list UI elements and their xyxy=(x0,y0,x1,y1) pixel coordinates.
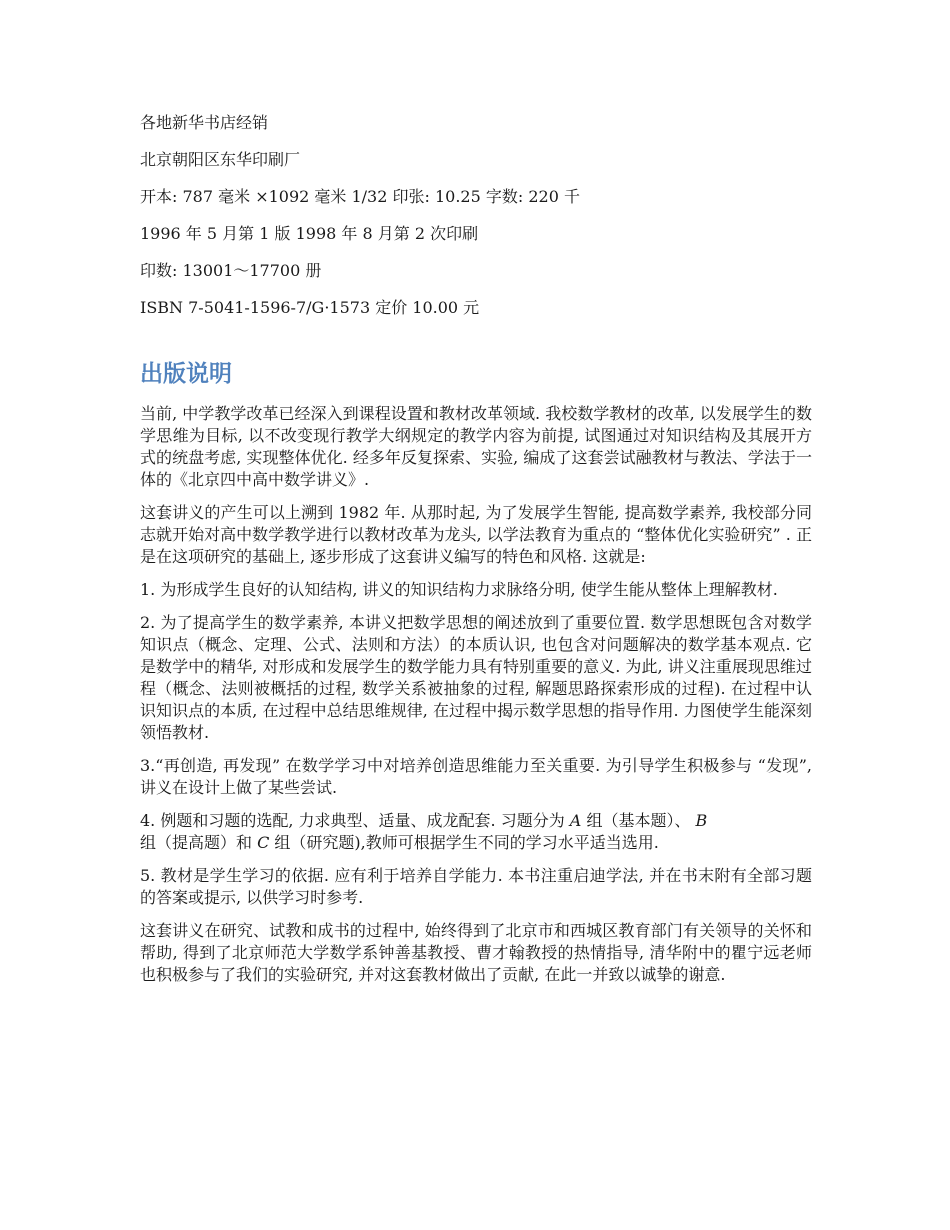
intro-paragraph: 当前, 中学教学改革已经深入到课程设置和教材改革领域. 我校数学教材的改革, 以发展学生的数学思维为目标, 以不改变现行教学大纲规定的教学内容为前提, 试图通过对知识结构及其展开方式的统盘考虑, 实现整体优化. 经多年反复探索、实验, 编成了这套尝试融教材与教法、学法于一体的《北京四中高中数学讲义》. xyxy=(140,404,812,489)
group-b-var: B xyxy=(695,811,708,830)
group-c-var: C xyxy=(257,833,270,852)
distributor-line: 各地新华书店经销 xyxy=(140,113,269,132)
group-a-var: A xyxy=(569,811,582,830)
printer-line: 北京朝阳区东华印刷厂 xyxy=(140,150,301,169)
feature-item-5: 5. 教材是学生学习的依据. 应有利于培养自学能力. 本书注重启迪学法, 并在书末附有全部习题的答案或提示, 以供学习时参考. xyxy=(140,866,812,907)
feature-item-4-text-a: 4. 例题和习题的选配, 力求典型、适量、成龙配套. 习题分为 xyxy=(140,811,570,830)
feature-item-1: 1. 为形成学生良好的认知结构, 讲义的知识结构力求脉络分明, 使学生能从整体上理解教材. xyxy=(140,580,778,599)
section-title: 出版说明 xyxy=(140,361,232,387)
feature-item-4-text-b: 组（基本题）、 xyxy=(581,811,696,830)
feature-item-4-text-c: 组（提高题）和 xyxy=(140,833,258,852)
feature-item-4 xyxy=(140,810,812,854)
acknowledgement-paragraph: 这套讲义在研究、试教和成书的过程中, 始终得到了北京市和西城区教育部门有关领导的关怀和帮助, 得到了北京师范大学数学系钟善基教授、曹才翰教授的热情指导, 清华附中的瞿宁远老师也积极参与了我们的实验研究, 并对这套教材做出了贡献, 在此一并致以诚挚的谢意. xyxy=(140,921,812,984)
feature-item-4-text-d: 组（研究题),教师可根据学生不同的学习水平适当选用. xyxy=(269,833,659,852)
edition-line: 1996 年 5 月第 1 版 1998 年 8 月第 2 次印刷 xyxy=(140,224,479,243)
feature-item-3: 3.“再创造, 再发现” 在数学学习中对培养创造思维能力至关重要. 为引导学生积极参与 “发现”, 讲义在设计上做了某些尝试. xyxy=(140,756,812,797)
origin-paragraph: 这套讲义的产生可以上溯到 1982 年. 从那时起, 为了发展学生智能, 提高数学素养, 我校部分同志就开始对高中数学教学进行以教材改革为龙头, 以学法教育为重点的 “整体优化实验研究” . 正是在这项研究的基础上, 逐步形成了这套讲义编写的特色和风格. 这就是: xyxy=(140,503,812,566)
isbn-price-line: ISBN 7-5041-1596-7/G·1573 定价 10.00 元 xyxy=(140,298,480,317)
feature-item-2: 2. 为了提高学生的数学素养, 本讲义把数学思想的阐述放到了重要位置. 数学思想既包含对数学知识点（概念、定理、公式、法则和方法）的本质认识, 也包含对问题解决的数学基本观点. 它是数学中的精华, 对形成和发展学生的数学能力具有特别重要的意义. 为此, 讲义注重展现思维过程（概念、法则被概括的过程, 数学关系被抽象的过程, 解题思路探索形成的过程). 在过程中认识知识点的本质, 在过程中总结思维规律, 在过程中揭示数学思想的指导作用. 力图使学生能深刻领悟教材. xyxy=(140,613,812,742)
document-page xyxy=(140,112,812,997)
format-line: 开本: 787 毫米 ×1092 毫米 1/32 印张: 10.25 字数: 220 千 xyxy=(140,187,580,206)
print-run-line: 印数: 13001～17700 册 xyxy=(140,261,322,280)
